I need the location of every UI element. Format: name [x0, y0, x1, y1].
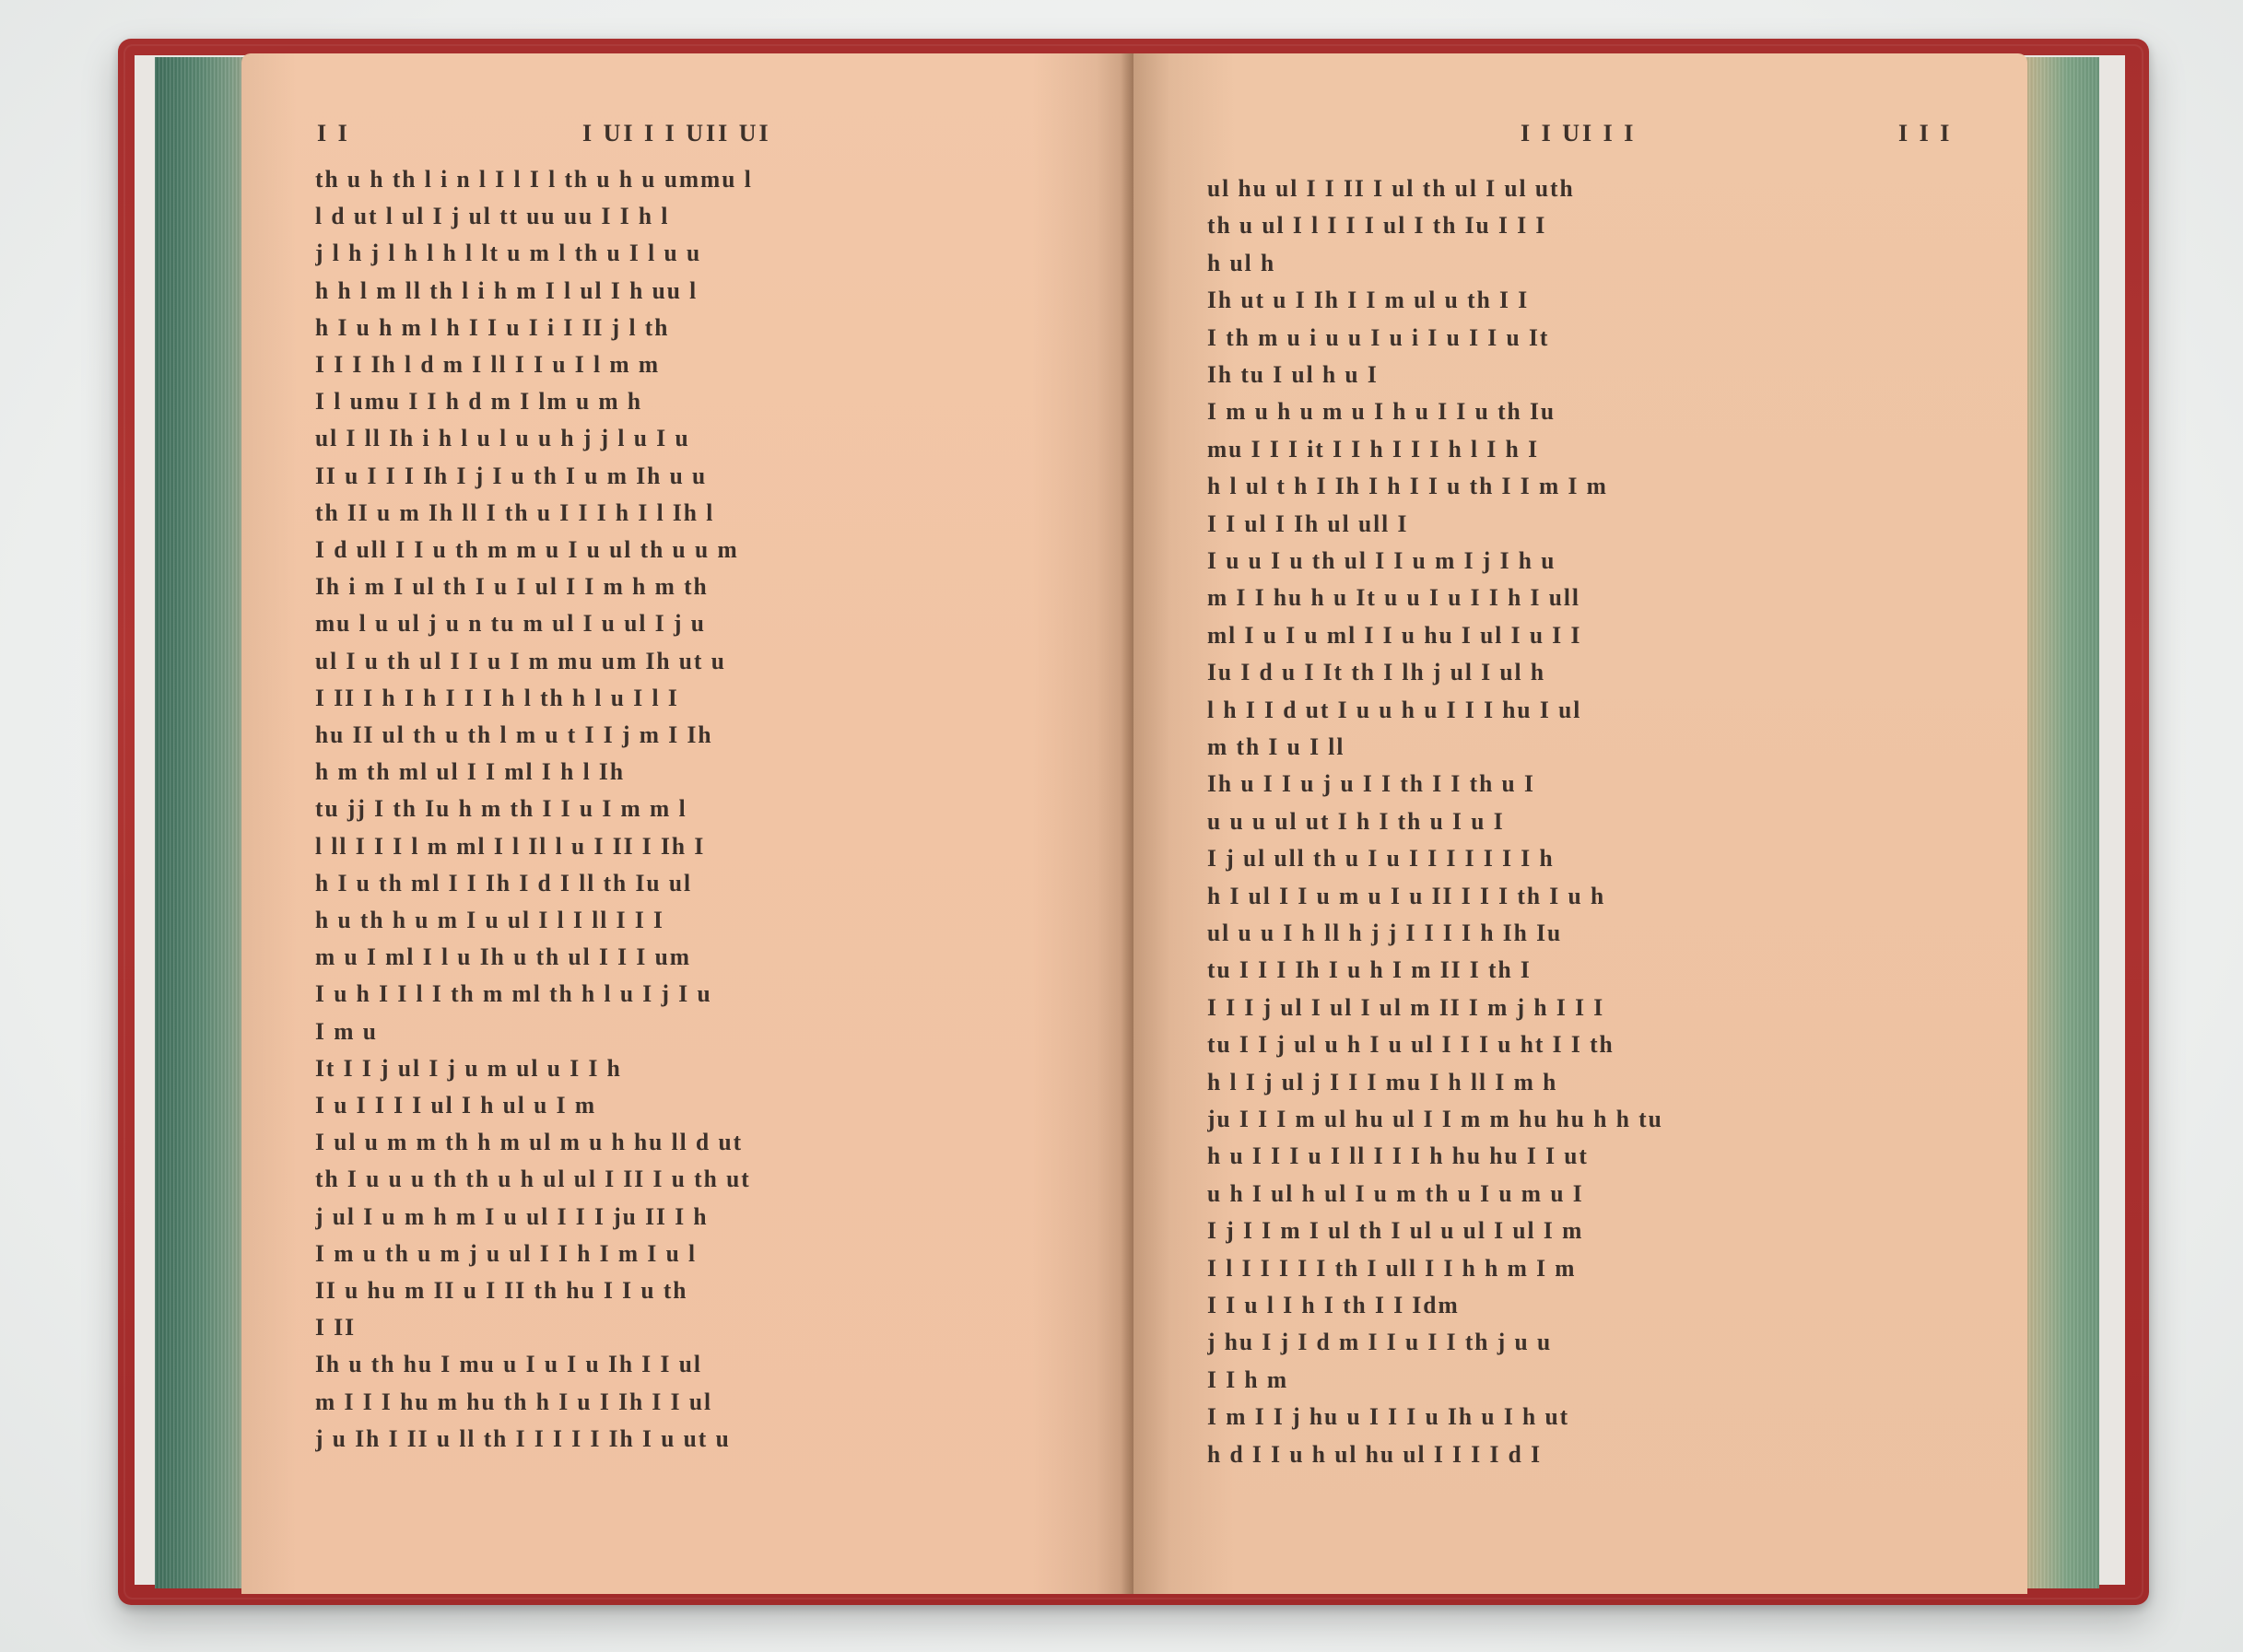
text-line: I l umu I I h d m I lm u m h [315, 388, 643, 416]
text-line: th II u m Ih ll I th u I I I h I l Ih l [315, 498, 715, 526]
text-line: j u Ih I II u ll th I I I I I Ih I u ut u [315, 1424, 731, 1452]
text-line: I l I I I I I th I ull I I h h m I m [1207, 1254, 1577, 1282]
text-line: j hu I j I d m I I u I I th j u u [1207, 1329, 1553, 1356]
text-line: I II I h I h I I I h l th h l u I l I [315, 684, 679, 711]
text-line: It I I j ul I j u m ul u I I h [315, 1054, 622, 1082]
text-line: ul I u th ul I I u I m mu um Ih ut u [315, 647, 726, 674]
text-line: Iu I d u I It th I lh j ul I ul h [1207, 659, 1546, 686]
text-line: hu II ul th u th l m u t I I j m I Ih [315, 721, 713, 748]
text-line: h u I I I u I ll I I I h hu hu I I ut [1207, 1142, 1589, 1170]
text-line: I I h m [1207, 1365, 1289, 1393]
text-line: ml I u I u ml I I u hu I ul I u I I [1207, 621, 1582, 649]
text-line: I I I j ul I ul I ul m II I m j h I I I [1207, 993, 1605, 1021]
text-line: h l I j ul j I I I mu I h ll I m h [1207, 1068, 1558, 1095]
text-line: mu I I I it I I h I I I h l I h I [1207, 435, 1539, 463]
text-line: h I u th ml I I Ih I d I ll th Iu ul [315, 869, 693, 896]
right-page [1133, 53, 2027, 1594]
text-line: ul I ll Ih i h l u l u u h j j l u I u [315, 425, 690, 452]
text-line: th u h th l i n l I l I l th u h u ummu l [315, 166, 753, 193]
text-line: h u th h u m I u ul I l I ll I I I [315, 907, 664, 933]
text-line: h m th ml ul I I ml I h l Ih [315, 758, 625, 786]
text-line: l ll I I I l m ml I l Il l u I II I Ih I [315, 832, 706, 860]
text-line: m u I ml I l u Ih u th ul I I I um [315, 943, 691, 971]
text-line: th I u u u th th u h ul ul I II I u th ut [315, 1166, 751, 1193]
text-line: h h l m ll th l i h m I l ul I h uu l [315, 276, 699, 304]
text-line: II u hu m II u I II th hu I I u th [315, 1277, 688, 1304]
text-line: mu l u ul j u n tu m ul I u ul I j u [315, 610, 706, 638]
text-line: j l h j l h l h l lt u m l th u I l u u [315, 240, 702, 267]
text-line: I j ul ull th u I u I I I I I I I h [1207, 845, 1555, 873]
right-page-edges [2018, 57, 2099, 1588]
text-line: I I ul I Ih ul ull I [1207, 510, 1409, 537]
text-line: ju I I I m ul hu ul I I m m hu hu h h tu [1207, 1106, 1663, 1132]
text-line: tu I I I Ih I u h I m II I th I [1207, 956, 1532, 984]
text-line: I th m u i u u I u i I u I I u It [1207, 323, 1550, 351]
text-line: Ih tu I ul h u I [1207, 361, 1379, 388]
left-page-edges [155, 57, 249, 1588]
text-line: Ih i m I ul th I u I ul I I m h m th [315, 573, 709, 601]
text-line: h I ul I I u m u I u II I I I th I u h [1207, 882, 1606, 909]
right-running-head: I I UI I I [1521, 120, 1637, 146]
text-line: I u u I u th ul I I u m I j I h u [1207, 547, 1556, 574]
text-line: Ih u I I u j u I I th I I th u I [1207, 770, 1535, 798]
text-line: I d ull I I u th m m u I u ul th u u m [315, 536, 739, 563]
text-line: tu I I j ul u h I u ul I I I u ht I I th [1207, 1031, 1615, 1059]
right-page-number: I I I [1898, 120, 1953, 146]
text-line: h l ul t h I Ih I h I I u th I I m I m [1207, 473, 1608, 500]
text-line: ul u u I h ll h j j I I I I h Ih Iu [1207, 920, 1563, 946]
text-line: m I I I hu m hu th h I u I Ih I I ul [315, 1388, 713, 1415]
text-line: I m u h u m u I h u I I u th Iu [1207, 398, 1556, 426]
text-line: tu jj I th Iu h m th I I u I m m l [315, 795, 687, 823]
text-line: ul hu ul I I II I ul th ul I ul uth [1207, 175, 1575, 202]
left-page-number: I I [317, 120, 350, 146]
text-line: I I u l I h I th I I Idm [1207, 1292, 1460, 1318]
text-line: I u I I I I ul I h ul u I m [315, 1092, 597, 1119]
text-line: m I I hu h u It u u I u I I h I ull [1207, 584, 1580, 612]
text-line: II u I I I Ih I j I u th I u m Ih u u [315, 462, 708, 489]
text-line: I m u [315, 1017, 378, 1045]
text-line: h ul h [1207, 249, 1276, 276]
text-line: h I u h m l h I I u I i I II j l th [315, 313, 670, 341]
text-line: l h I I d ut I u u h u I I I hu I ul [1207, 696, 1582, 723]
text-line: I j I I m I ul th I ul u ul I ul I m [1207, 1217, 1584, 1245]
text-line: Ih ut u I Ih I I m ul u th I I [1207, 287, 1530, 314]
text-line: j ul I u m h m I u ul I I I ju II I h [315, 1202, 709, 1230]
text-line: h d I I u h ul hu ul I I I I d I [1207, 1440, 1543, 1468]
left-page [241, 53, 1133, 1594]
text-line: I u h I I l I th m ml th h l u I j I u [315, 980, 712, 1008]
text-line: u h I ul h ul I u m th u I u m u I [1207, 1179, 1584, 1207]
text-line: I ul u m m th h m ul m u h hu ll d ut [315, 1129, 744, 1156]
text-line: m th I u I ll [1207, 733, 1345, 760]
text-line: th u ul I l I I I ul I th Iu I I I [1207, 212, 1547, 240]
left-running-head: I UI I I UII UI [582, 120, 771, 146]
text-line: u u u ul ut I h I th u I u I [1207, 807, 1505, 835]
text-line: I m I I j hu u I I I u Ih u I h ut [1207, 1403, 1570, 1431]
text-line: l d ut l ul I j ul tt uu uu I I h l [315, 203, 670, 230]
text-line: I I I Ih l d m I ll I I u I l m m [315, 351, 661, 378]
text-line: I II [315, 1314, 356, 1342]
text-line: I m u th u m j u ul I I h I m I u l [315, 1239, 698, 1267]
text-line: Ih u th hu I mu u I u I u Ih I I ul [315, 1351, 702, 1378]
